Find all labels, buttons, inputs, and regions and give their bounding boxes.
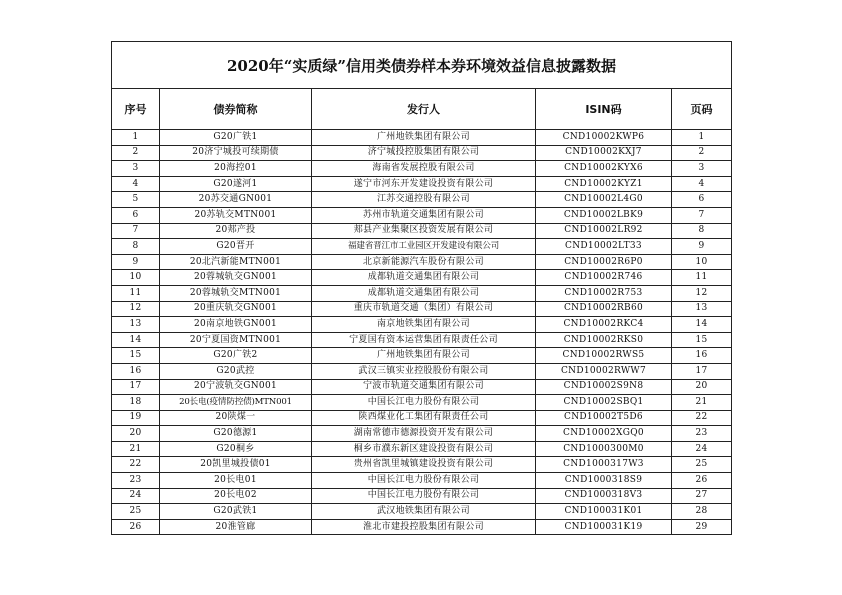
cell-page: 12 — [672, 285, 732, 301]
cell-isin: CND10002KWP6 — [536, 130, 672, 146]
cell-bond-name: 20重庆轨交GN001 — [160, 301, 312, 317]
cell-issuer: 遂宁市河东开发建设投资有限公司 — [312, 176, 536, 192]
cell-issuer: 成都轨道交通集团有限公司 — [312, 285, 536, 301]
cell-issuer: 桐乡市濮东新区建设投资有限公司 — [312, 441, 536, 457]
cell-isin: CND10002L4G0 — [536, 192, 672, 208]
cell-isin: CND10002T5D6 — [536, 410, 672, 426]
cell-bond-name: 20苏轨交MTN001 — [160, 207, 312, 223]
cell-page: 20 — [672, 379, 732, 395]
table-row — [112, 348, 732, 364]
cell-bond-name: 20陕煤一 — [160, 410, 312, 426]
cell-bond-name: G20晋开 — [160, 239, 312, 255]
bond-disclosure-table — [111, 41, 732, 535]
cell-index: 16 — [112, 363, 160, 379]
cell-bond-name: 20淮管廊 — [160, 519, 312, 535]
cell-issuer: 江苏交通控股有限公司 — [312, 192, 536, 208]
cell-isin: CND1000317W3 — [536, 457, 672, 473]
cell-isin: CND1000318S9 — [536, 473, 672, 489]
cell-bond-name: 20南京地铁GN001 — [160, 317, 312, 333]
cell-issuer: 中国长江电力股份有限公司 — [312, 488, 536, 504]
cell-isin: CND10002RKS0 — [536, 332, 672, 348]
table-row — [112, 317, 732, 333]
cell-bond-name: G20广铁2 — [160, 348, 312, 364]
table-row — [112, 192, 732, 208]
cell-bond-name: 20海控01 — [160, 161, 312, 177]
cell-index: 21 — [112, 441, 160, 457]
cell-page: 22 — [672, 410, 732, 426]
cell-bond-name: G20武铁1 — [160, 504, 312, 520]
cell-index: 1 — [112, 130, 160, 146]
cell-index: 20 — [112, 426, 160, 442]
cell-page: 7 — [672, 207, 732, 223]
cell-bond-name: 20凯里城投债01 — [160, 457, 312, 473]
cell-index: 3 — [112, 161, 160, 177]
cell-isin: CND10002R6P0 — [536, 254, 672, 270]
table-row — [112, 223, 732, 239]
column-header-bond-name: 债券简称 — [160, 89, 312, 130]
cell-bond-name: 20长电(疫情防控债)MTN001 — [160, 395, 312, 411]
table-row — [112, 441, 732, 457]
cell-page: 6 — [672, 192, 732, 208]
cell-index: 11 — [112, 285, 160, 301]
cell-page: 25 — [672, 457, 732, 473]
cell-index: 22 — [112, 457, 160, 473]
column-header-page: 页码 — [672, 89, 732, 130]
cell-issuer: 苏州市轨道交通集团有限公司 — [312, 207, 536, 223]
cell-index: 24 — [112, 488, 160, 504]
cell-issuer: 海南省发展控股有限公司 — [312, 161, 536, 177]
cell-bond-name: 20宁夏国资MTN001 — [160, 332, 312, 348]
cell-page: 10 — [672, 254, 732, 270]
cell-issuer: 湖南常德市德源投资开发有限公司 — [312, 426, 536, 442]
table-row — [112, 379, 732, 395]
cell-bond-name: G20武控 — [160, 363, 312, 379]
column-header-row — [112, 89, 732, 130]
cell-page: 21 — [672, 395, 732, 411]
cell-isin: CND10002LR92 — [536, 223, 672, 239]
cell-isin: CND10002KYZ1 — [536, 176, 672, 192]
table-row — [112, 145, 732, 161]
table-row — [112, 239, 732, 255]
table-title: 2020年“实质绿”信用类债券样本券环境效益信息披露数据 — [112, 42, 732, 89]
cell-issuer: 武汉三镇实业控股股份有限公司 — [312, 363, 536, 379]
cell-index: 12 — [112, 301, 160, 317]
cell-issuer: 中国长江电力股份有限公司 — [312, 473, 536, 489]
cell-issuer: 贵州省凯里城镇建设投资有限公司 — [312, 457, 536, 473]
table-row — [112, 363, 732, 379]
cell-index: 2 — [112, 145, 160, 161]
cell-bond-name: 20蓉城轨交MTN001 — [160, 285, 312, 301]
cell-bond-name: G20桐乡 — [160, 441, 312, 457]
cell-page: 3 — [672, 161, 732, 177]
cell-isin: CND10002RKC4 — [536, 317, 672, 333]
table-row — [112, 130, 732, 146]
cell-isin: CND100031K19 — [536, 519, 672, 535]
cell-index: 14 — [112, 332, 160, 348]
cell-page: 9 — [672, 239, 732, 255]
cell-isin: CND10002KYX6 — [536, 161, 672, 177]
cell-issuer: 宁夏国有资本运营集团有限责任公司 — [312, 332, 536, 348]
cell-index: 9 — [112, 254, 160, 270]
cell-index: 15 — [112, 348, 160, 364]
cell-issuer: 南京地铁集团有限公司 — [312, 317, 536, 333]
cell-index: 25 — [112, 504, 160, 520]
cell-issuer: 重庆市轨道交通（集团）有限公司 — [312, 301, 536, 317]
cell-isin: CND100031K01 — [536, 504, 672, 520]
cell-page: 1 — [672, 130, 732, 146]
cell-bond-name: 20北汽新能MTN001 — [160, 254, 312, 270]
cell-page: 15 — [672, 332, 732, 348]
cell-isin: CND10002XGQ0 — [536, 426, 672, 442]
cell-index: 10 — [112, 270, 160, 286]
table-row — [112, 254, 732, 270]
cell-bond-name: 20蓉城轨交GN001 — [160, 270, 312, 286]
cell-issuer: 宁波市轨道交通集团有限公司 — [312, 379, 536, 395]
cell-index: 19 — [112, 410, 160, 426]
cell-bond-name: 20郏产投 — [160, 223, 312, 239]
table-row — [112, 519, 732, 535]
cell-issuer: 武汉地铁集团有限公司 — [312, 504, 536, 520]
table-row — [112, 504, 732, 520]
cell-index: 23 — [112, 473, 160, 489]
table-row — [112, 488, 732, 504]
cell-isin: CND10002KXJ7 — [536, 145, 672, 161]
cell-index: 8 — [112, 239, 160, 255]
cell-issuer: 陕西煤业化工集团有限责任公司 — [312, 410, 536, 426]
cell-bond-name: 20长电01 — [160, 473, 312, 489]
cell-isin: CND10002LBK9 — [536, 207, 672, 223]
table-body — [112, 130, 732, 535]
table-row — [112, 270, 732, 286]
table-row — [112, 457, 732, 473]
column-header-issuer: 发行人 — [312, 89, 536, 130]
table-row — [112, 285, 732, 301]
cell-index: 17 — [112, 379, 160, 395]
cell-isin: CND10002SBQ1 — [536, 395, 672, 411]
table-row — [112, 301, 732, 317]
cell-isin: CND10002LT33 — [536, 239, 672, 255]
column-header-isin: ISIN码 — [536, 89, 672, 130]
cell-page: 24 — [672, 441, 732, 457]
cell-page: 11 — [672, 270, 732, 286]
table-row — [112, 332, 732, 348]
cell-index: 5 — [112, 192, 160, 208]
cell-bond-name: G20广铁1 — [160, 130, 312, 146]
cell-issuer: 郏县产业集聚区投资发展有限公司 — [312, 223, 536, 239]
table-row — [112, 410, 732, 426]
cell-page: 17 — [672, 363, 732, 379]
cell-issuer: 北京新能源汽车股份有限公司 — [312, 254, 536, 270]
cell-page: 14 — [672, 317, 732, 333]
cell-page: 13 — [672, 301, 732, 317]
cell-isin: CND10002RWS5 — [536, 348, 672, 364]
table-row — [112, 176, 732, 192]
table-row — [112, 161, 732, 177]
cell-page: 8 — [672, 223, 732, 239]
cell-page: 26 — [672, 473, 732, 489]
cell-isin: CND1000300M0 — [536, 441, 672, 457]
cell-bond-name: G20德源1 — [160, 426, 312, 442]
cell-issuer: 成都轨道交通集团有限公司 — [312, 270, 536, 286]
cell-index: 7 — [112, 223, 160, 239]
cell-page: 28 — [672, 504, 732, 520]
cell-issuer: 济宁城投控股集团有限公司 — [312, 145, 536, 161]
cell-page: 27 — [672, 488, 732, 504]
table-row — [112, 395, 732, 411]
table-row — [112, 207, 732, 223]
cell-isin: CND1000318V3 — [536, 488, 672, 504]
cell-page: 4 — [672, 176, 732, 192]
cell-page: 23 — [672, 426, 732, 442]
cell-index: 6 — [112, 207, 160, 223]
table-row — [112, 426, 732, 442]
cell-issuer: 广州地铁集团有限公司 — [312, 348, 536, 364]
cell-isin: CND10002RB60 — [536, 301, 672, 317]
cell-isin: CND10002R746 — [536, 270, 672, 286]
column-header-index: 序号 — [112, 89, 160, 130]
cell-index: 4 — [112, 176, 160, 192]
cell-page: 16 — [672, 348, 732, 364]
cell-bond-name: 20长电02 — [160, 488, 312, 504]
cell-page: 29 — [672, 519, 732, 535]
cell-isin: CND10002RWW7 — [536, 363, 672, 379]
cell-bond-name: 20苏交通GN001 — [160, 192, 312, 208]
cell-issuer: 中国长江电力股份有限公司 — [312, 395, 536, 411]
cell-index: 18 — [112, 395, 160, 411]
cell-bond-name: 20宁波轨交GN001 — [160, 379, 312, 395]
table-row — [112, 473, 732, 489]
cell-issuer: 淮北市建投控股集团有限公司 — [312, 519, 536, 535]
cell-bond-name: 20济宁城投可续期债 — [160, 145, 312, 161]
cell-bond-name: G20遂河1 — [160, 176, 312, 192]
cell-isin: CND10002R753 — [536, 285, 672, 301]
cell-issuer: 福建省晋江市工业园区开发建设有限公司 — [312, 239, 536, 255]
cell-index: 26 — [112, 519, 160, 535]
cell-index: 13 — [112, 317, 160, 333]
cell-page: 2 — [672, 145, 732, 161]
cell-issuer: 广州地铁集团有限公司 — [312, 130, 536, 146]
cell-isin: CND10002S9N8 — [536, 379, 672, 395]
